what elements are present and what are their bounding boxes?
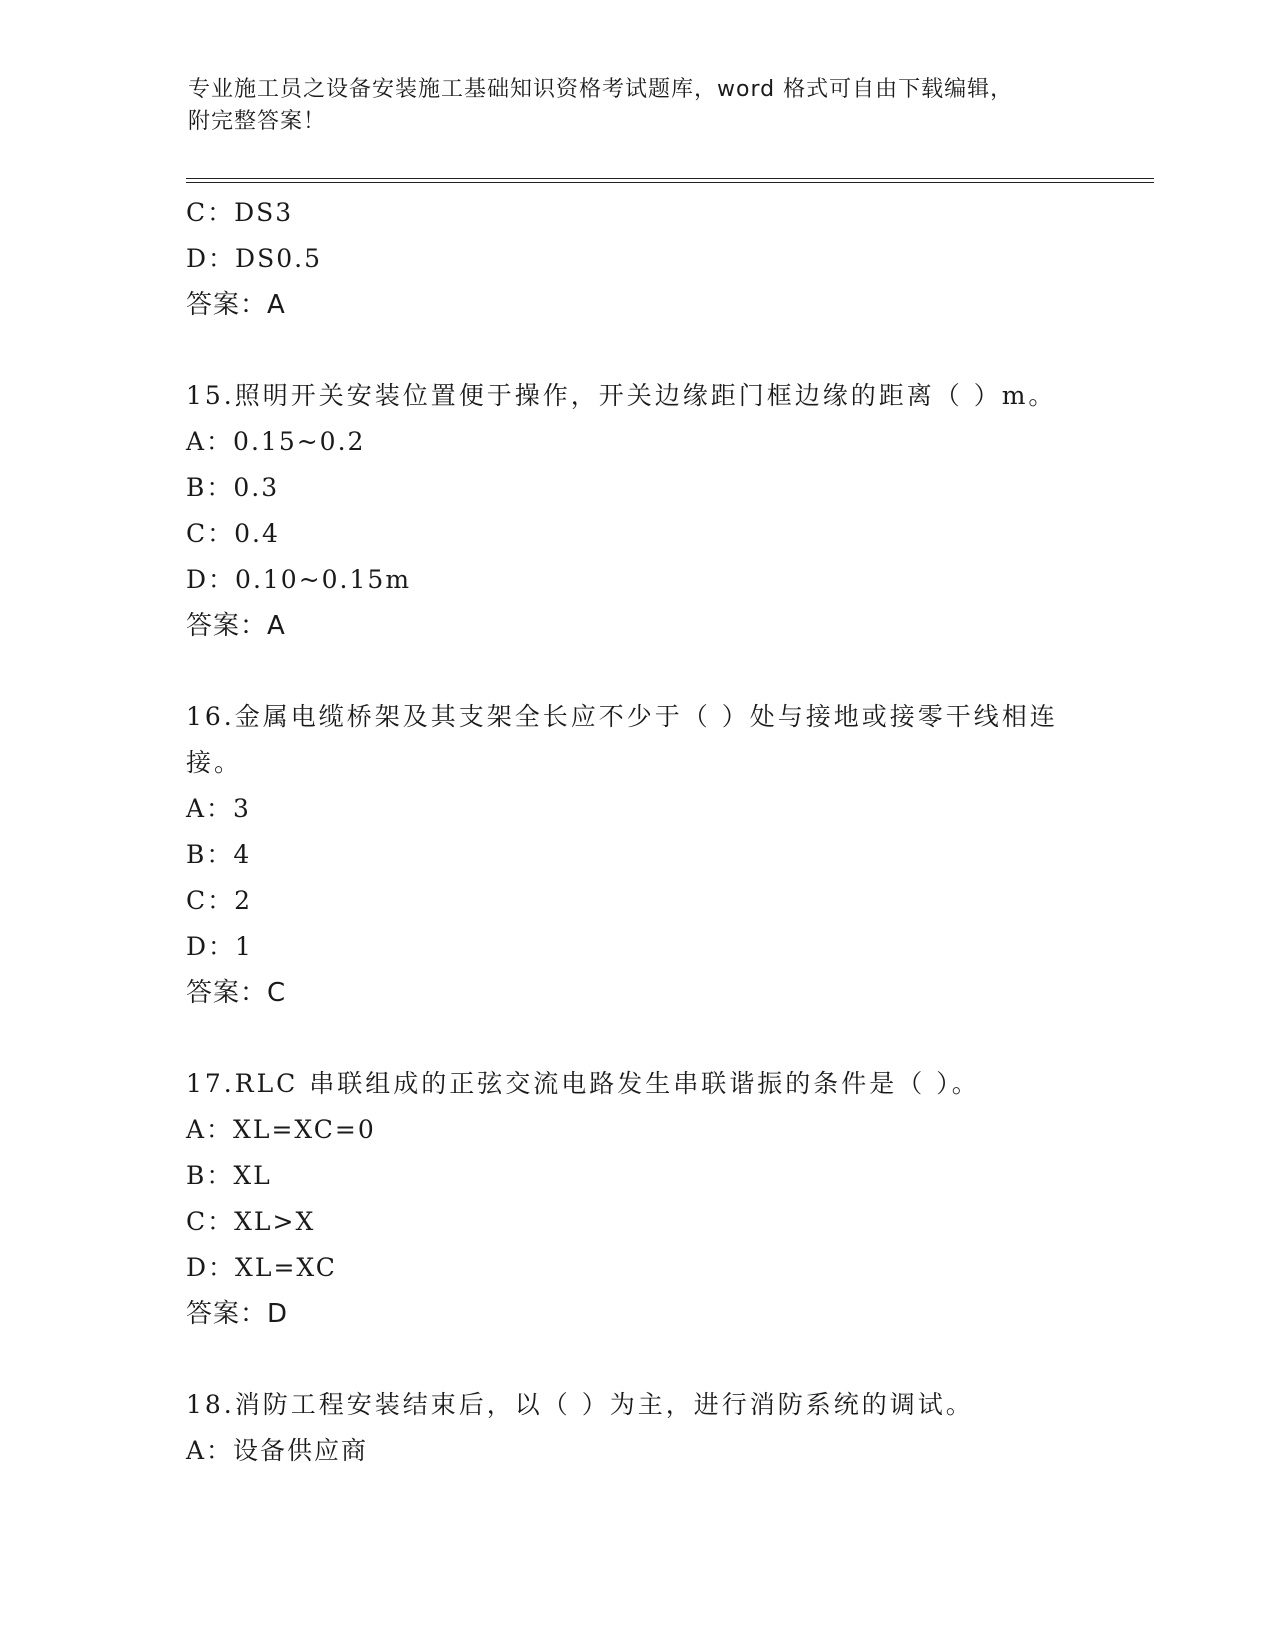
- option-a: A：设备供应商: [186, 1436, 369, 1465]
- question-stem: 16.金属电缆桥架及其支架全长应不少于（ ）处与接地或接零干线相连接。: [186, 702, 1058, 777]
- option-b: B：XL: [186, 1161, 272, 1190]
- question-list: [186, 190, 1086, 1474]
- question-stem: 17.RLC 串联组成的正弦交流电路发生串联谐振的条件是（ ）。: [186, 1069, 980, 1098]
- question-15: [186, 373, 1086, 649]
- option-d: D：0.10~0.15m: [186, 565, 412, 594]
- question-stem: 15.照明开关安装位置便于操作，开关边缘距门框边缘的距离（ ）m。: [186, 381, 1057, 410]
- option-c: C：XL>X: [186, 1207, 316, 1236]
- question-17: [186, 1061, 1086, 1337]
- option-b: B：0.3: [186, 473, 280, 502]
- question-18: [186, 1382, 1086, 1474]
- option-a: A：0.15~0.2: [186, 427, 366, 456]
- answer-line: 答案：D: [186, 1299, 289, 1329]
- answer-line: 答案：C: [186, 978, 287, 1008]
- header-title-line-2: 附完整答案！: [188, 109, 327, 134]
- option-d: D：1: [186, 932, 253, 961]
- option-d: D：XL=XC: [186, 1253, 337, 1282]
- document-header: [188, 74, 1068, 138]
- option-c: C：2: [186, 886, 253, 915]
- option-a: A：XL=XC=0: [186, 1115, 376, 1144]
- carryover-question: [186, 190, 1086, 328]
- header-divider: [186, 178, 1154, 183]
- question-16: [186, 694, 1086, 1016]
- option-a: A：3: [186, 794, 251, 823]
- option-d: D：DS0.5: [186, 244, 322, 273]
- header-title-line-1: 专业施工员之设备安装施工基础知识资格考试题库，word 格式可自由下载编辑，: [188, 77, 1014, 102]
- answer-line: 答案：A: [186, 290, 286, 320]
- option-c: C：DS3: [186, 198, 294, 227]
- question-stem: 18.消防工程安装结束后，以（ ）为主，进行消防系统的调试。: [186, 1390, 974, 1419]
- option-b: B：4: [186, 840, 252, 869]
- answer-line: 答案：A: [186, 611, 286, 641]
- option-c: C：0.4: [186, 519, 280, 548]
